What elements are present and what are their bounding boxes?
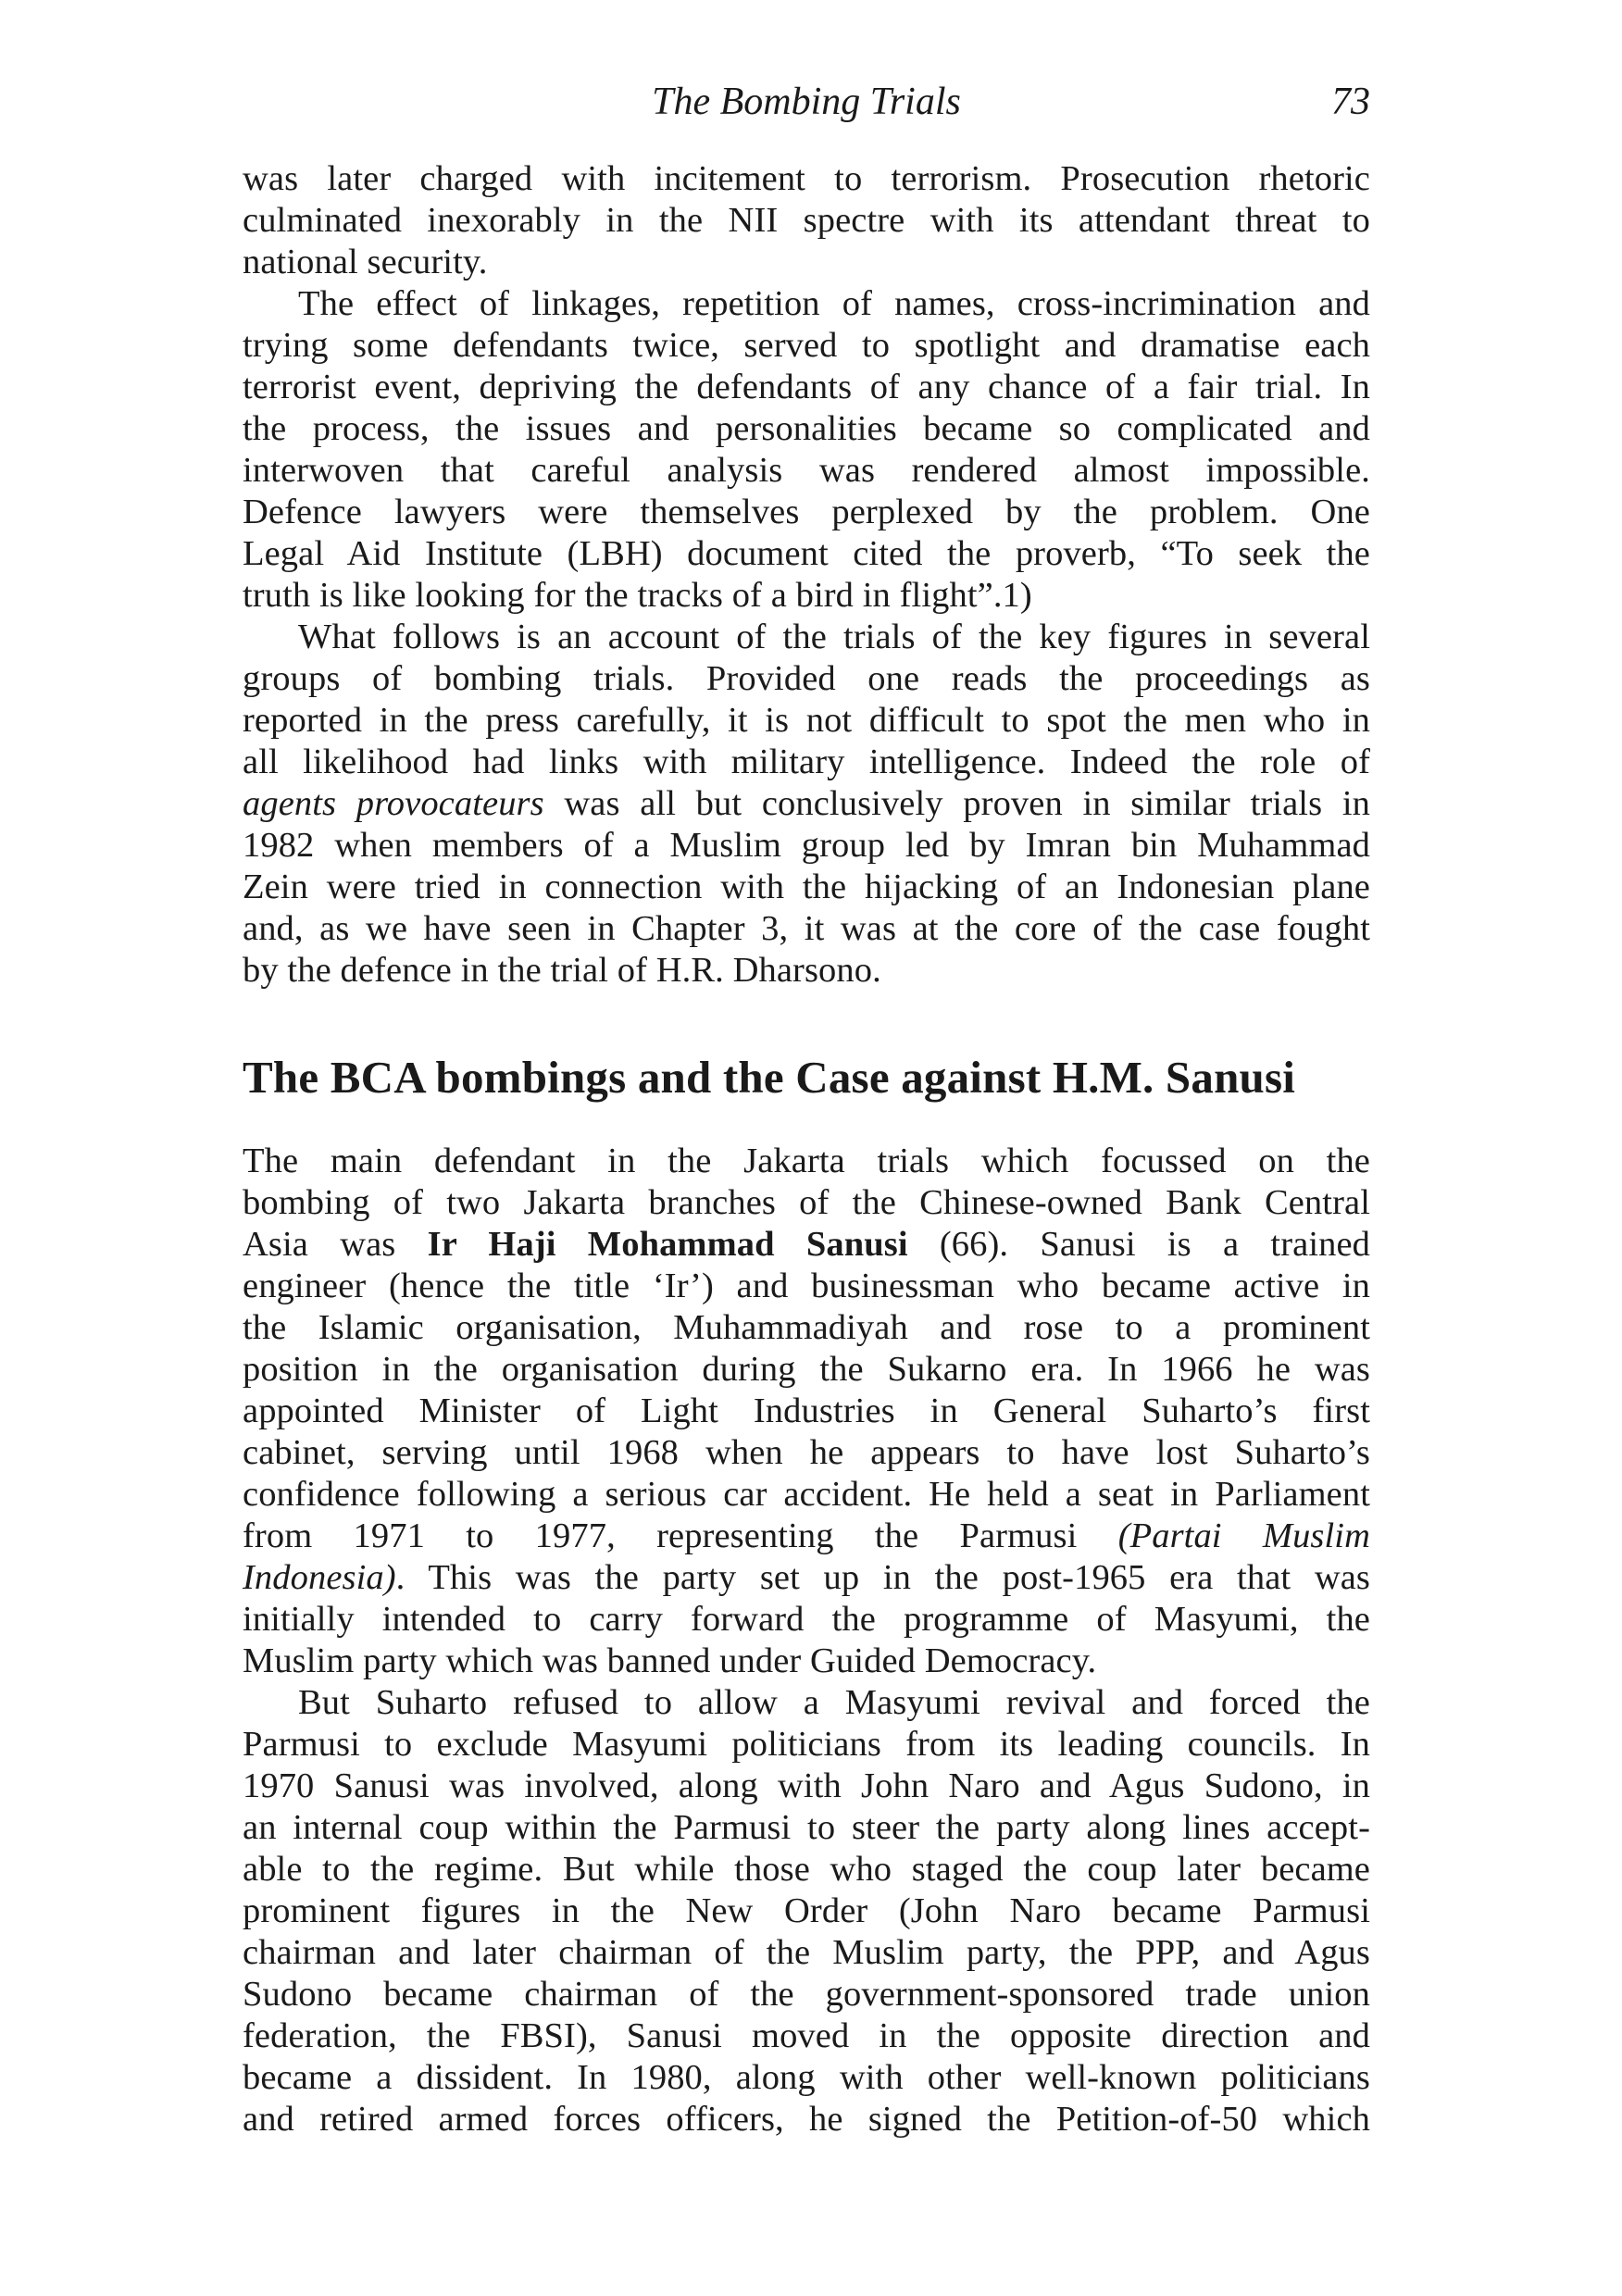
page-number: 73 [1331, 81, 1370, 123]
italic-term: agents provocateurs [243, 784, 544, 823]
text-line: culminated inexorably in the NII spectre with its attendant threat to [243, 201, 1370, 240]
running-head [243, 74, 1370, 130]
text-line: and, as we have seen in Chapter 3, it was at the core of the case fought [243, 909, 1370, 948]
text-line: But Suharto refused to allow a Masyumi revival and forced the [298, 1683, 1370, 1722]
text-run: (66). Sanusi is a trained [907, 1225, 1371, 1264]
text-line: national security. [243, 243, 488, 281]
paragraph-2 [243, 283, 1370, 617]
text-line: engineer (hence the title ‘Ir’) and businessman who became active in [243, 1267, 1370, 1305]
text-run: Asia was [243, 1225, 428, 1264]
text-line: What follows is an account of the trials of the key figures in several [298, 618, 1370, 656]
bold-name: Ir Haji Mohammad Sanusi [427, 1225, 908, 1264]
text-line: federation, the FBSI), Sanusi moved in the opposite direction and [243, 2016, 1370, 2055]
text-line: Zein were tried in connection with the hijacking of an Indonesian plane [243, 867, 1370, 906]
text-line: initially intended to carry forward the programme of Masyumi, the [243, 1600, 1370, 1639]
text-line [243, 783, 1370, 825]
text-line: terrorist event, depriving the defendants of any chance of a fair trial. In [243, 368, 1370, 406]
text-line: reported in the press carefully, it is not difficult to spot the men who in [243, 701, 1370, 740]
text-line: Legal Aid Institute (LBH) document cited the proverb, “To seek the [243, 534, 1370, 573]
text-line: truth is like looking for the tracks of a bird in flight”.1) [243, 576, 1032, 615]
text-line: bombing of two Jakarta branches of the Chinese-owned Bank Central [243, 1183, 1370, 1222]
text-line: and retired armed forces officers, he signed the Petition-of-50 which [243, 2100, 1370, 2139]
text-line: The main defendant in the Jakarta trials which focussed on the [243, 1142, 1370, 1180]
text-line: was later charged with incitement to terrorism. Prosecution rhetoric [243, 159, 1370, 198]
text-line: appointed Minister of Light Industries in General Suharto’s first [243, 1391, 1370, 1430]
running-title: The Bombing Trials [652, 81, 961, 123]
text-line: Parmusi to exclude Masyumi politicians from its leading councils. In [243, 1725, 1370, 1764]
text-line: The effect of linkages, repetition of names, cross-incrimination and [298, 284, 1370, 323]
text-line: position in the organisation during the Sukarno era. In 1966 he was [243, 1350, 1370, 1389]
text-line: became a dissident. In 1980, along with other well-known politicians [243, 2058, 1370, 2097]
text-run: was all but conclusively proven in similar trials in [543, 784, 1370, 823]
paragraph-1 [243, 158, 1370, 283]
text-line: prominent figures in the New Order (John Naro became Parmusi [243, 1891, 1370, 1930]
text-line: chairman and later chairman of the Muslim party, the PPP, and Agus [243, 1933, 1370, 1972]
paragraph-4 [243, 1141, 1370, 1682]
text-run: . This was the party set up in the post-1965 era that was [395, 1558, 1370, 1597]
section-heading: The BCA bombings and the Case against H.M. Sanusi [243, 1052, 1296, 1103]
paragraph-5 [243, 1682, 1370, 2140]
text-line: able to the regime. But while those who staged the coup later became [243, 1850, 1370, 1889]
text-line: trying some defendants twice, served to spotlight and dramatise each [243, 326, 1370, 365]
paragraph-3 [243, 617, 1370, 992]
italic-term: (Partai Muslim [1117, 1516, 1370, 1555]
italic-term: Indonesia) [243, 1558, 396, 1597]
text-line [243, 1557, 1370, 1599]
text-run: from 1971 to 1977, representing the Parmusi [243, 1516, 1118, 1555]
text-line [243, 1224, 1370, 1266]
text-line: interwoven that careful analysis was rendered almost impossible. [243, 451, 1370, 490]
text-line: 1970 Sanusi was involved, along with John Naro and Agus Sudono, in [243, 1766, 1370, 1805]
text-line: Muslim party which was banned under Guided Democracy. [243, 1641, 1097, 1680]
text-line: the Islamic organisation, Muhammadiyah and rose to a prominent [243, 1308, 1370, 1347]
text-line: cabinet, serving until 1968 when he appears to have lost Suharto’s [243, 1433, 1370, 1472]
text-line: groups of bombing trials. Provided one reads the proceedings as [243, 659, 1370, 698]
text-line [243, 1516, 1370, 1557]
text-line: by the defence in the trial of H.R. Dharsono. [243, 951, 881, 990]
text-line: 1982 when members of a Muslim group led by Imran bin Muhammad [243, 826, 1370, 865]
text-line: the process, the issues and personalities became so complicated and [243, 409, 1370, 448]
text-line: all likelihood had links with military intelligence. Indeed the role of [243, 742, 1370, 781]
text-line: an internal coup within the Parmusi to steer the party along lines accept- [243, 1808, 1370, 1847]
text-line: confidence following a serious car accident. He held a seat in Parliament [243, 1475, 1370, 1514]
text-line: Sudono became chairman of the government-sponsored trade union [243, 1975, 1370, 2014]
text-line: Defence lawyers were themselves perplexed by the problem. One [243, 493, 1370, 531]
